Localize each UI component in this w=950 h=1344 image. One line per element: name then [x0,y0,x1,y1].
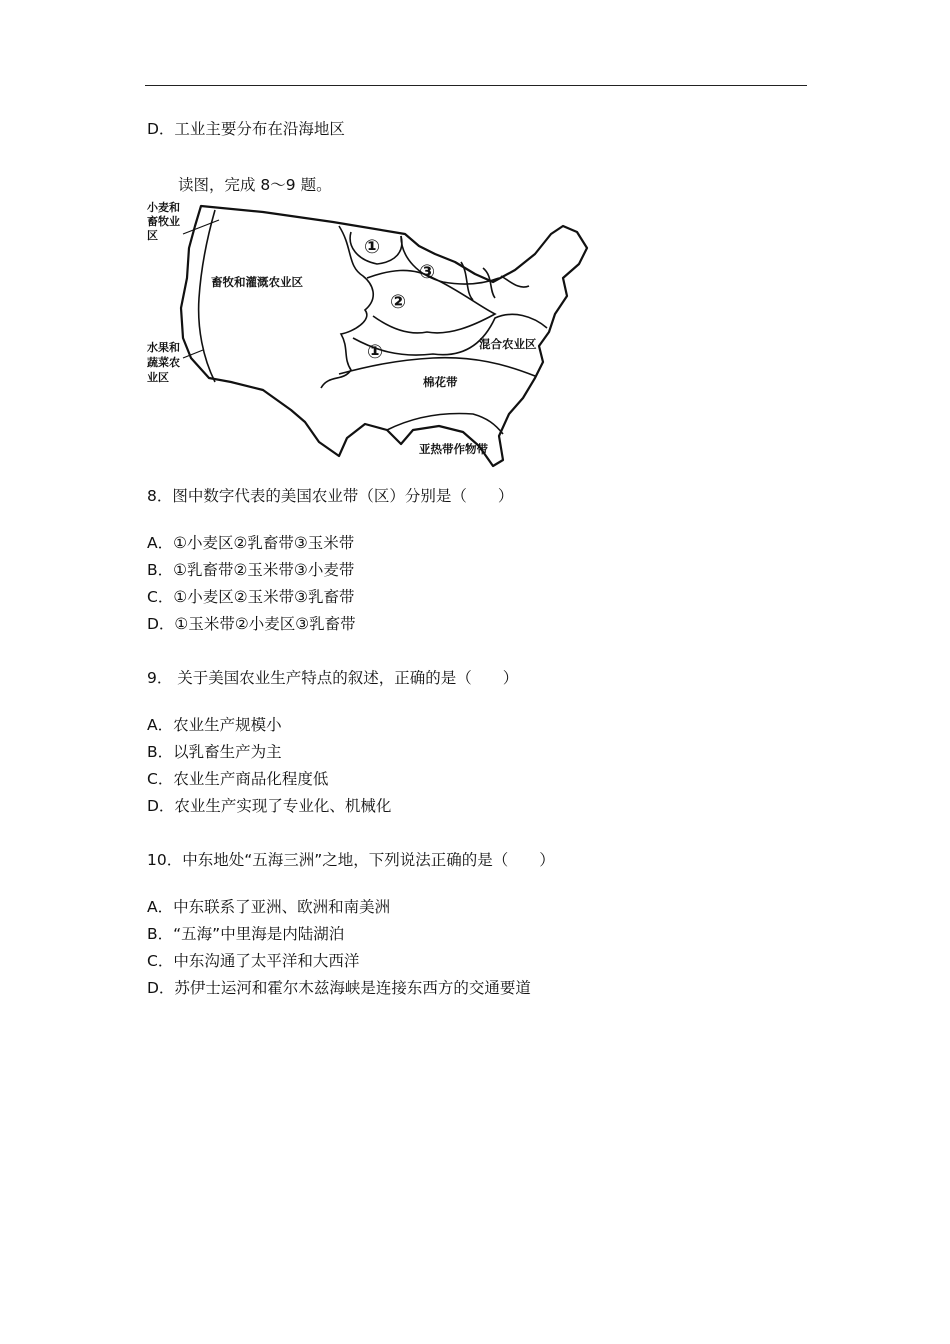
us-agriculture-map-svg [143,198,593,470]
leader-fruit-veg [183,350,203,358]
label-ranch-irrigation: 畜牧和灌溉农业区 [211,275,303,289]
label-fruit-veg-1: 水果和 [147,341,180,354]
q8-stem: 8．图中数字代表的美国农业带（区）分别是（ ） [147,487,514,505]
q10-option-a: A．中东联系了亚洲、欧洲和南美洲 [147,898,391,916]
marker-3: ③ [419,261,436,283]
us-agriculture-map [143,198,593,470]
label-fruit-veg-2: 蔬菜农 [147,356,180,369]
q8-option-b: B．①乳畜带②玉米带③小麦带 [147,561,355,579]
marker-1-north: ① [364,236,381,258]
label-wheat-pasture-2: 畜牧业 [147,215,180,228]
marker-2: ② [390,291,407,313]
label-mixed: 混合农业区 [479,337,537,351]
leader-wheat-pasture [183,220,219,234]
q10-option-c: C．中东沟通了太平洋和大西洋 [147,952,360,970]
q9-stem: 9． 关于美国农业生产特点的叙述，正确的是（ ） [147,669,519,687]
label-wheat-pasture-1: 小麦和 [147,201,180,214]
marker-1-south: ① [367,341,384,363]
q8-option-a: A．①小麦区②乳畜带③玉米带 [147,534,355,552]
map-outline [181,206,587,466]
intro-text: 读图，完成 8～9 题。 [178,176,332,194]
label-cotton: 棉花带 [423,375,458,389]
header-rule [145,85,807,86]
q9-option-d: D．农业生产实现了专业化、机械化 [147,797,392,815]
q8-option-d: D．①玉米带②小麦区③乳畜带 [147,615,356,633]
q9-option-b: B．以乳畜生产为主 [147,743,282,761]
boundary-west [199,210,215,382]
boundary-subtropical [387,414,503,434]
prev-option-d: D．工业主要分布在沿海地区 [147,120,345,138]
label-wheat-pasture-3: 区 [147,229,158,242]
q10-option-b: B．“五海”中里海是内陆湖泊 [147,925,345,943]
label-subtropical: 亚热带作物带 [419,442,488,456]
label-fruit-veg-3: 业区 [147,371,169,384]
q8-option-c: C．①小麦区②玉米带③乳畜带 [147,588,355,606]
q9-option-c: C．农业生产商品化程度低 [147,770,329,788]
q9-option-a: A．农业生产规模小 [147,716,282,734]
q10-stem: 10．中东地处“五海三洲”之地，下列说法正确的是（ ） [147,851,555,869]
q10-option-d: D．苏伊士运河和霍尔木兹海峡是连接东西方的交通要道 [147,979,531,997]
